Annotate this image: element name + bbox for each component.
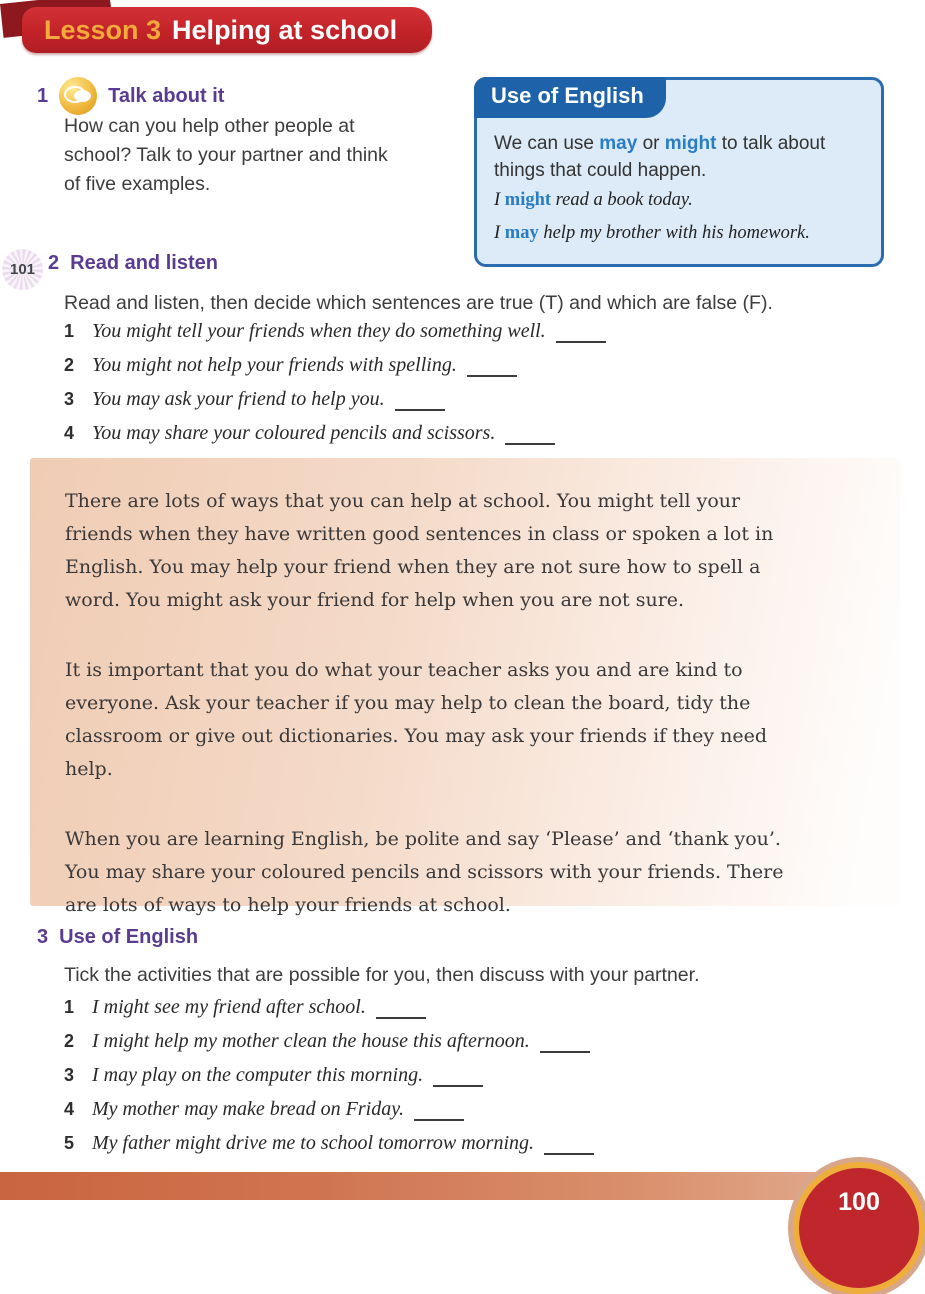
activity1-title: Talk about it (108, 84, 225, 107)
activity1-number: 1 (37, 84, 49, 107)
answer-blank[interactable] (556, 328, 606, 343)
item-number: 4 (64, 1099, 75, 1119)
item-text: You may ask your friend to help you. (92, 388, 385, 410)
answer-blank[interactable] (544, 1140, 594, 1155)
use-of-english-example: I may help my brother with his homework. (494, 223, 810, 243)
activity3-number: 3 (37, 926, 49, 948)
lesson-banner (22, 7, 432, 53)
activity2-title: Read and listen (70, 252, 218, 274)
answer-blank[interactable] (467, 362, 517, 377)
speech-bubbles-icon (59, 77, 97, 115)
item-number: 2 (64, 355, 75, 375)
answer-blank[interactable] (395, 396, 445, 411)
passage-paragraph: When you are learning English, be polite and say ‘Please’ and ‘thank you’. You may share your coloured pencils and scissors with your friends. There are lots of ways to help your friends at school. (65, 828, 784, 916)
item-number: 5 (64, 1133, 75, 1153)
list-item (64, 1098, 594, 1121)
item-text: I might see my friend after school. (92, 996, 366, 1018)
item-text: My father might drive me to school tomorrow morning. (92, 1132, 535, 1154)
activity3-instruction: Tick the activities that are possible for you, then discuss with your partner. (64, 964, 700, 986)
activity3-title: Use of English (59, 926, 199, 948)
footer-bar (0, 1172, 900, 1200)
item-text: You may share your coloured pencils and scissors. (92, 422, 496, 444)
item-text: My mother may make bread on Friday. (92, 1098, 404, 1120)
answer-blank[interactable] (505, 430, 555, 445)
activity2-header (48, 252, 218, 275)
use-of-english-example: I might read a book today. (494, 190, 693, 210)
activity2-number: 2 (48, 252, 60, 274)
item-text: I might help my mother clean the house this afternoon. (92, 1030, 530, 1052)
item-number: 2 (64, 1031, 75, 1051)
item-number: 4 (64, 423, 75, 443)
passage-paragraph: There are lots of ways that you can help at school. You might tell your friends when they have written good sentences in class or spoken a lot in English. You may help your friend when they are not sure how to spell a word. You might ask your friend for help when you are not sure. (65, 490, 774, 611)
cd-track-icon: 101 (2, 249, 43, 290)
use-of-english-box-title: Use of English (474, 77, 666, 118)
list-item (64, 1030, 594, 1053)
item-text: You might not help your friends with spelling. (92, 354, 457, 376)
answer-blank[interactable] (540, 1038, 590, 1053)
lesson-title: Helping at school (172, 14, 398, 45)
activity3-item-list (64, 996, 594, 1166)
item-number: 1 (64, 321, 75, 341)
list-item (64, 388, 606, 411)
list-item (64, 422, 606, 445)
activity1-body: How can you help other people at school? Talk to your partner and think of five examples. (64, 115, 388, 195)
answer-blank[interactable] (433, 1072, 483, 1087)
activity1-header (37, 77, 224, 115)
lesson-number-label: Lesson 3 (44, 14, 162, 45)
activity3-header (37, 926, 198, 949)
page-number-badge (793, 1162, 925, 1294)
list-item (64, 996, 594, 1019)
passage-paragraph: It is important that you do what your teacher asks you and are kind to everyone. Ask your teacher if you may help to clean the board, tidy the classroom or give out dictionaries. You may ask your friends if they need help. (65, 659, 767, 780)
list-item (64, 320, 606, 343)
activity2-instruction: Read and listen, then decide which sentences are true (T) and which are false (F). (64, 292, 773, 314)
item-number: 3 (64, 1065, 75, 1085)
page-number: 100 (838, 1188, 880, 1216)
item-text: You might tell your friends when they do something well. (92, 320, 546, 342)
use-of-english-box (474, 77, 884, 267)
use-of-english-intro: We can use may or might to talk about things that could happen. (494, 133, 826, 181)
list-item (64, 354, 606, 377)
reading-passage (30, 458, 900, 916)
list-item (64, 1064, 594, 1087)
item-number: 1 (64, 997, 75, 1017)
item-text: I may play on the computer this morning. (92, 1064, 424, 1086)
list-item (64, 1132, 594, 1155)
activity2-item-list (64, 320, 606, 456)
answer-blank[interactable] (414, 1106, 464, 1121)
speech-bubble-solid (74, 90, 91, 102)
answer-blank[interactable] (376, 1004, 426, 1019)
item-number: 3 (64, 389, 75, 409)
